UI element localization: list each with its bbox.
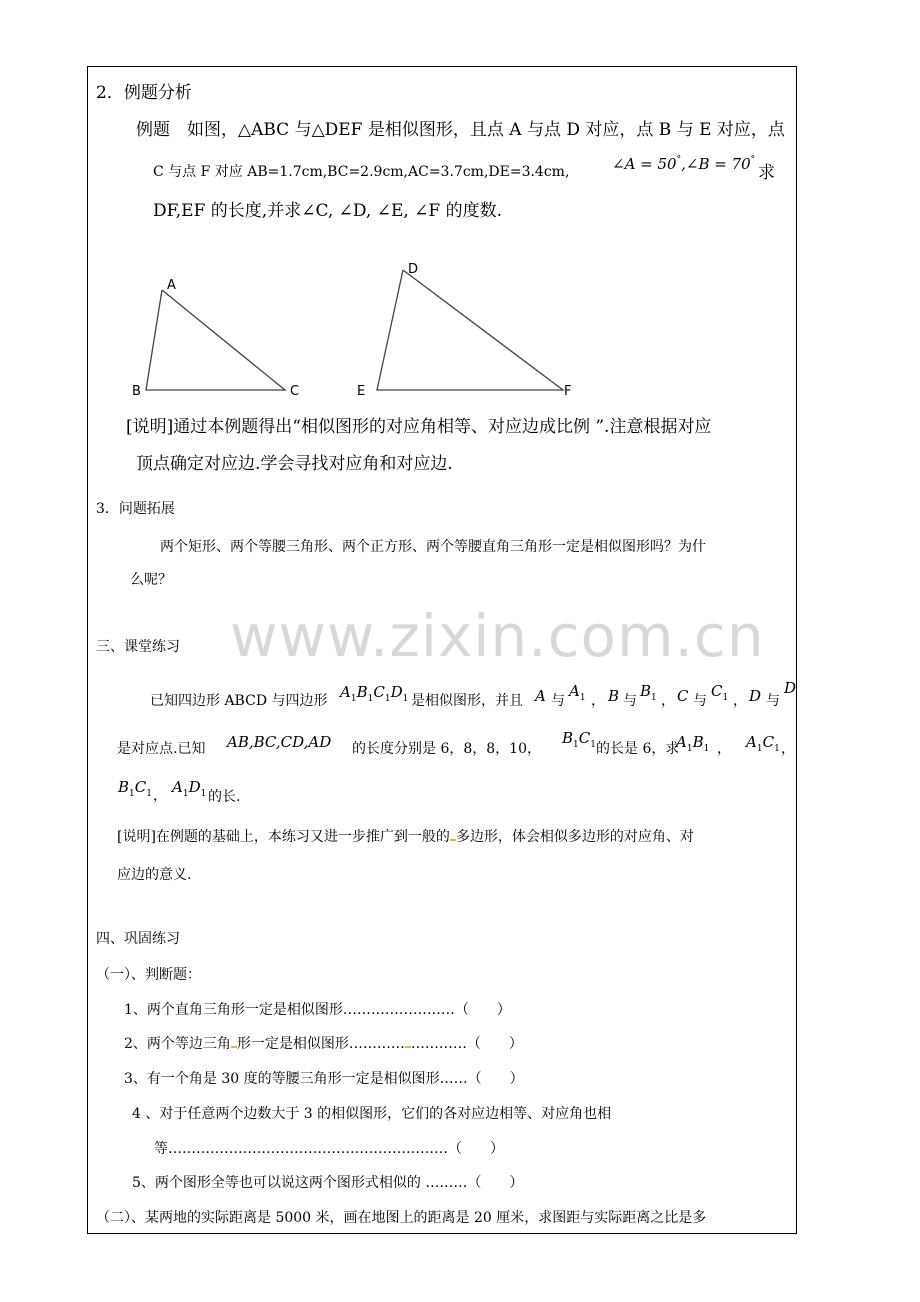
yu-3: 与 xyxy=(693,693,707,709)
example-note-line-2: 顶点确定对应边.学会寻找对应角和对应边. xyxy=(136,454,453,474)
practice-note-line-2: 应边的意义. xyxy=(117,867,192,883)
seg-a1b1: $A_1B_1$ xyxy=(676,733,710,754)
judge-question-4-line-1: 4 、对于任意两个边数大于 3 的相似图形，它们的各对应边相等、对应角也相 xyxy=(132,1106,612,1122)
sep-6: ， xyxy=(153,788,167,804)
sep-5: ， xyxy=(781,741,795,757)
practice-line-2c: 的长是 6，求 xyxy=(596,741,680,757)
seg-a1d1: $A_1D_1$ xyxy=(172,778,207,799)
angle-b: ∠B = 70 xyxy=(685,155,751,173)
label-e: E xyxy=(357,384,366,399)
degree-b: ° xyxy=(750,155,756,165)
judgement-subheading: （一）、判断题： xyxy=(96,967,201,983)
angle-given xyxy=(612,155,755,173)
degree-a: ° xyxy=(676,155,682,165)
pt-a1: $A_1$ xyxy=(569,682,586,703)
pt-a: A xyxy=(535,687,546,705)
label-b: B xyxy=(132,384,141,399)
label-f: F xyxy=(564,384,572,399)
section-2-heading: 2．例题分析 xyxy=(96,83,192,103)
example-line-1: 例题 如图，△ABC 与△DEF 是相似图形，且点 A 与点 D 对应，点 B 与 E 对应，点 xyxy=(136,120,785,140)
judge-question-2: 2、两个等边三角 形一定是相似图形………… …………（ ） xyxy=(124,1036,523,1052)
yu-1: 与 xyxy=(551,693,565,709)
pt-c: C xyxy=(677,687,689,705)
yu-4: 与 xyxy=(766,693,780,709)
example-line-2: C 与点 F 对应 AB=1.7cm,BC=2.9cm,AC=3.7cm,DE=3.4cm, xyxy=(153,164,570,180)
example-note-line-1: [说明]通过本例题得出“相似图形的对应角相等、对应边成比例 ”.注意根据对应 xyxy=(126,417,712,437)
watermark: www.zixin.com.cn xyxy=(230,602,765,670)
example-line-3: DF,EF 的长度,并求∠C, ∠D, ∠E, ∠F 的度数. xyxy=(153,201,503,221)
yu-2: 与 xyxy=(623,693,637,709)
angle-comma: , xyxy=(681,155,686,173)
pt-b: B xyxy=(608,687,620,705)
pt-d: D xyxy=(749,687,762,705)
sep-1: ， xyxy=(591,693,605,709)
pt-c1: $C_1$ xyxy=(711,682,729,703)
triangle-abc xyxy=(146,290,285,390)
sep-2: ， xyxy=(661,693,675,709)
judge-question-1: 1、两个直角三角形一定是相似图形……………………（ ） xyxy=(124,1002,511,1018)
sep-3: ， xyxy=(733,693,747,709)
quad-a1b1c1d1: $A_1B_1C_1D_1$ xyxy=(340,683,409,704)
angle-a: ∠A = 50 xyxy=(612,155,677,173)
section-3-heading: 3．问题拓展 xyxy=(96,501,175,517)
section-3-line-2: 么呢？ xyxy=(130,572,172,588)
seg-b1c1-given: $B_1C_1$ xyxy=(562,729,596,750)
map-distance-question: （二）、某两地的实际距离是 5000 米，画在地图上的距离是 20 厘米，求图距与实际距离之比是多 xyxy=(96,1210,707,1226)
judge-question-3: 3、有一个角是 30 度的等腰三角形一定是相似图形……（ ） xyxy=(124,1071,524,1087)
pt-d1: D xyxy=(784,679,797,697)
seg-a1c1: $A_1C_1$ xyxy=(746,733,780,754)
classroom-practice-heading: 三、课堂练习 xyxy=(96,639,180,655)
label-a: A xyxy=(167,278,176,293)
practice-line-2b: 的长度分别是 6，8，8，10， xyxy=(352,741,541,757)
label-c: C xyxy=(290,384,300,399)
consolidation-heading: 四、巩固练习 xyxy=(96,931,180,947)
qiu-char: 求 xyxy=(758,163,775,183)
practice-line-3b: 的长. xyxy=(208,789,241,805)
practice-line-1a: 已知四边形 ABCD 与四边形 xyxy=(150,693,328,709)
practice-line-1b: 是相似图形，并且 xyxy=(411,693,523,709)
seg-b1c1: $B_1C_1$ xyxy=(118,778,152,799)
practice-line-2a: 是对应点.已知 xyxy=(117,741,206,757)
segments-abcd: AB,BC,CD,AD xyxy=(227,733,332,751)
practice-note-line-1: [说明]在例题的基础上，本练习又进一步推广到一般的 多边形，体会相似多边形的对应角、对 xyxy=(117,829,694,845)
triangle-def xyxy=(377,270,563,390)
judge-question-4-line-2: 等……………………………………………………（ ） xyxy=(154,1141,504,1157)
sep-4: ， xyxy=(717,741,731,757)
pt-b1: $B_1$ xyxy=(640,682,657,703)
label-d: D xyxy=(408,262,419,277)
triangles-figure xyxy=(120,255,600,405)
section-3-line-1: 两个矩形、两个等腰三角形、两个正方形、两个等腰直角三角形一定是相似图形吗？为什 xyxy=(160,539,706,555)
judge-question-5: 5、两个图形全等也可以说这两个图形式相似的 ………（ ） xyxy=(132,1175,524,1191)
